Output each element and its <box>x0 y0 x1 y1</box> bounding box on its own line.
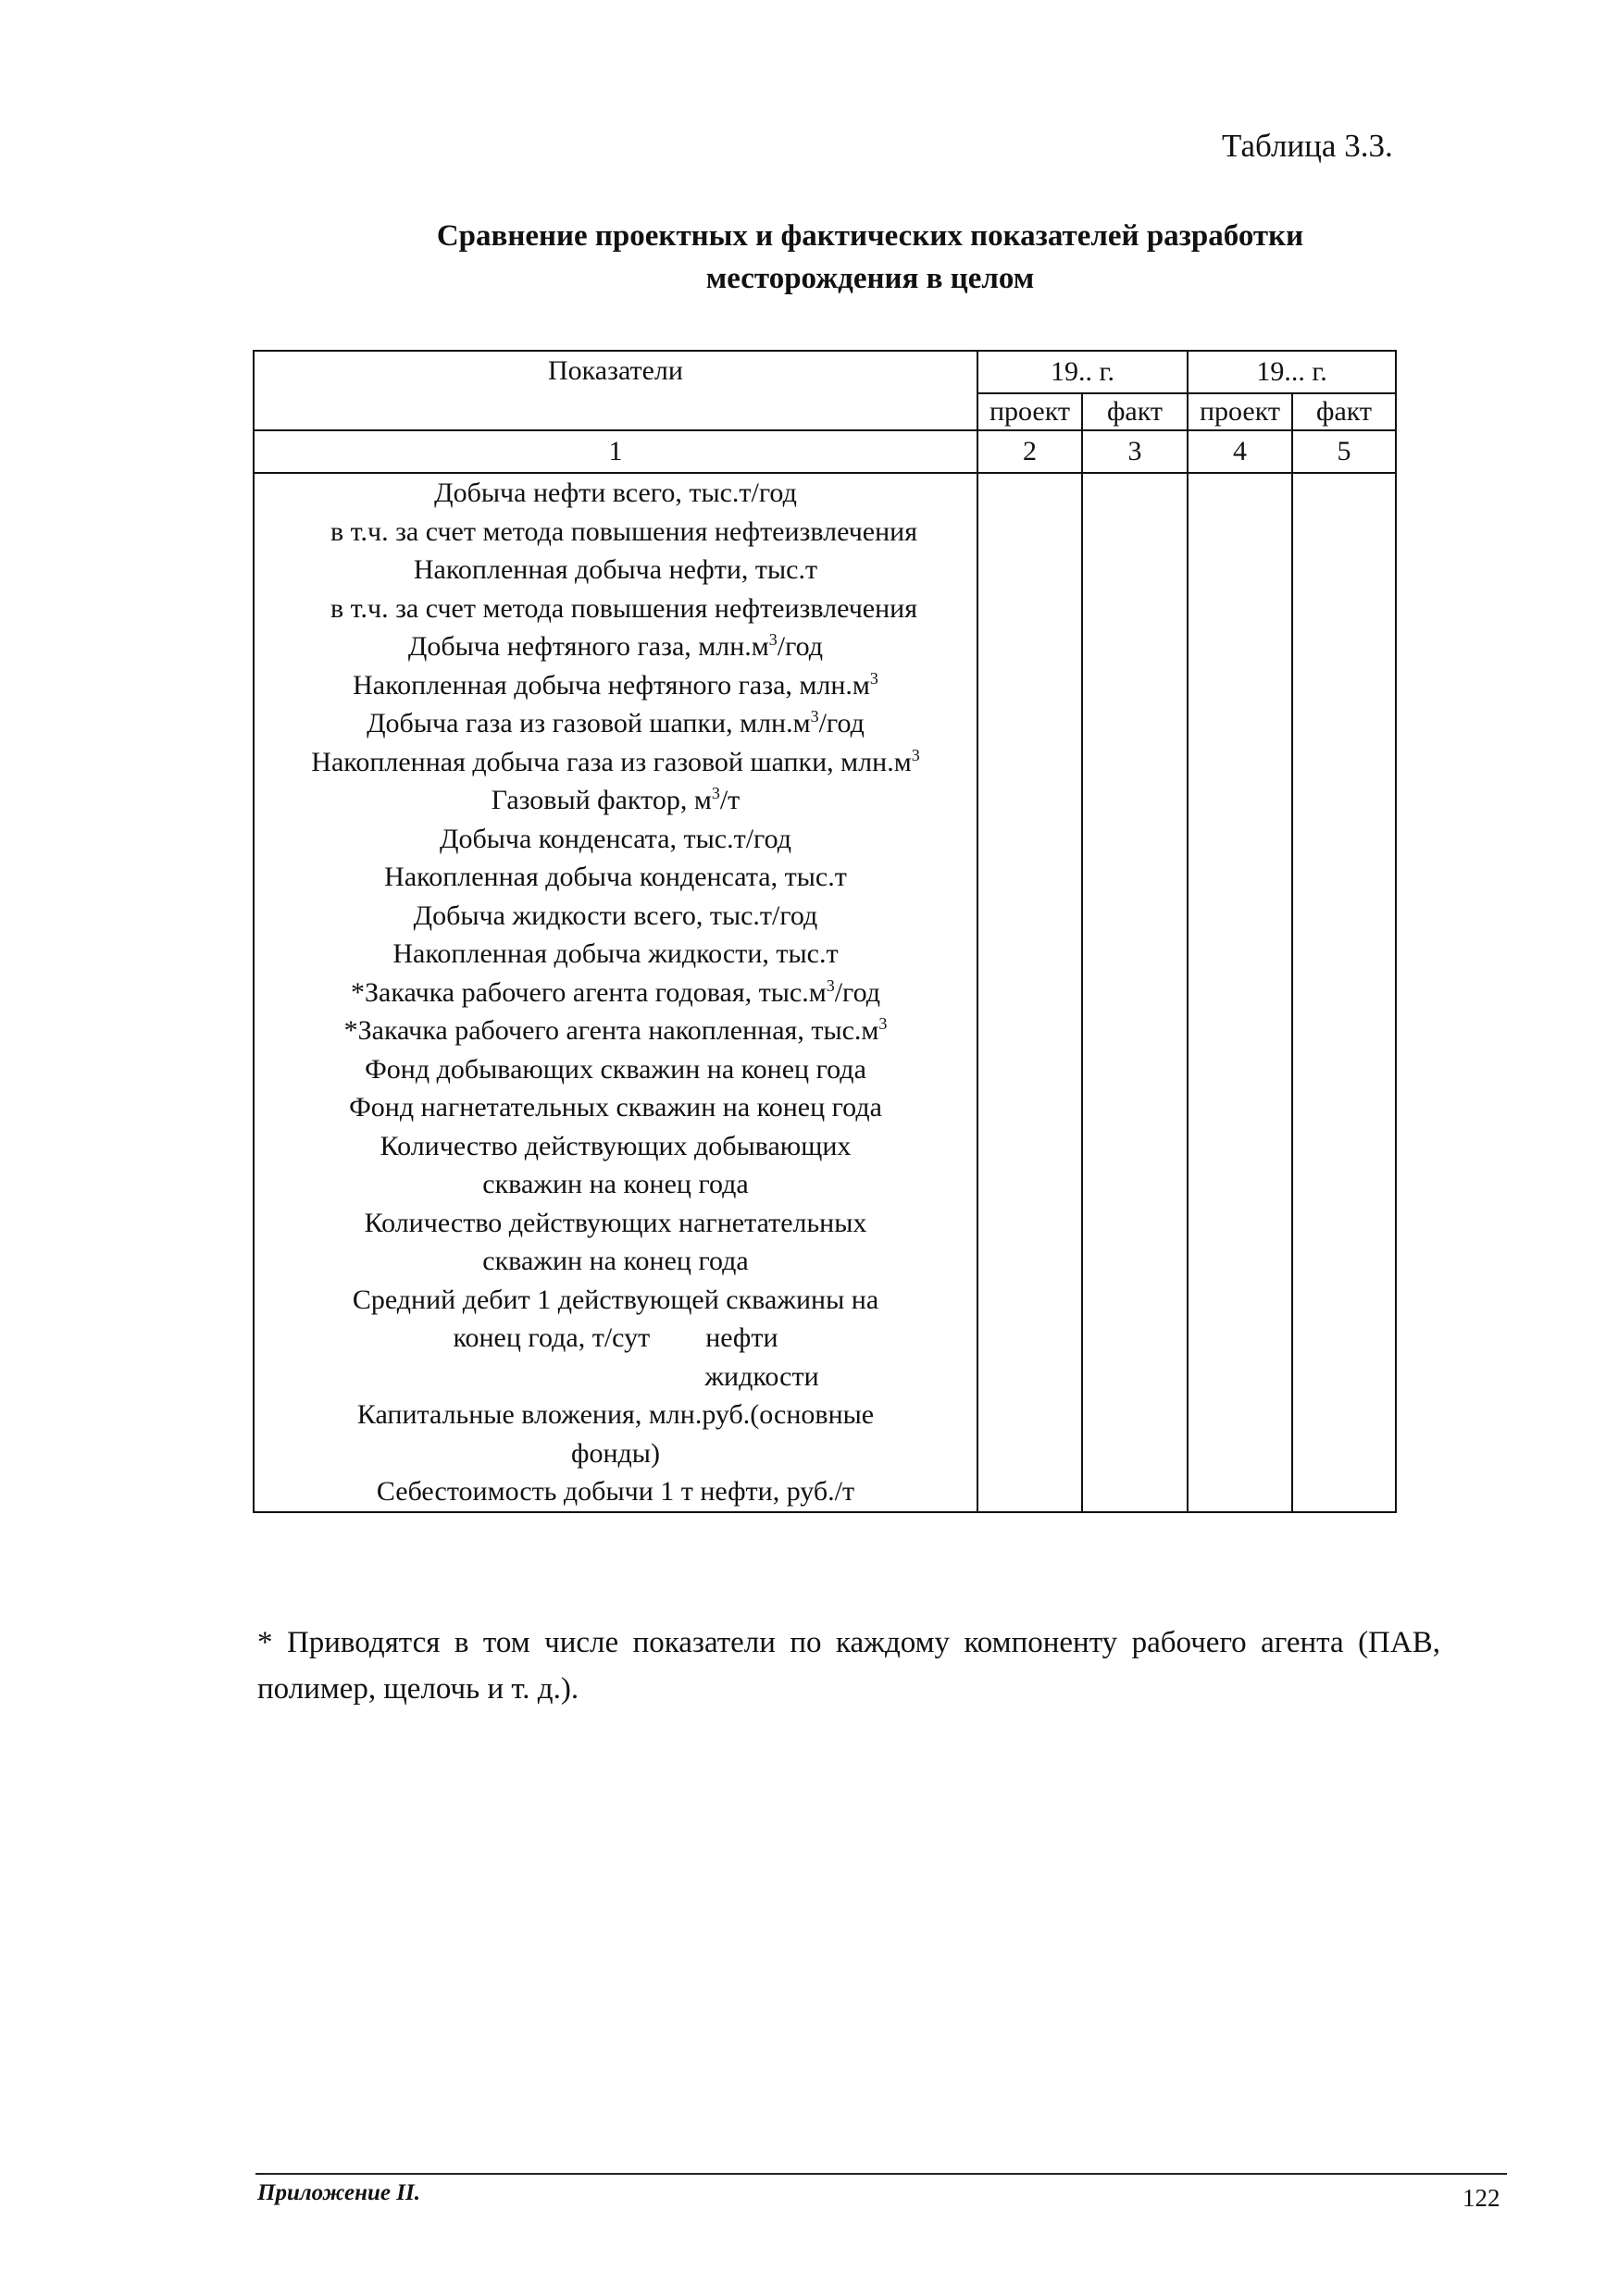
header-year-2: 19... г. <box>1188 351 1396 393</box>
indicator-subitem: нефти <box>705 1322 778 1353</box>
indicator-superscript: 3 <box>768 630 778 649</box>
indicator-text: Накопленная добыча нефти, тыс.т <box>413 554 818 585</box>
indicator-row <box>255 1127 977 1166</box>
indicator-text: Накопленная добыча жидкости, тыс.т <box>392 938 839 969</box>
indicator-text: Добыча конденсата, тыс.т/год <box>439 823 792 854</box>
indicator-superscript: 3 <box>911 745 920 764</box>
indicator-text: Добыча нефти всего, тыс.т/год <box>434 478 797 508</box>
indicator-superscript: 3 <box>878 1014 888 1033</box>
indicator-row <box>255 627 977 666</box>
indicator-text: в т.ч. за счет метода повышения нефтеизвлечения <box>330 592 918 624</box>
indicator-text: *Закачка рабочего агента годовая, тыс.м <box>351 976 827 1008</box>
fact-cell-1 <box>1082 473 1188 1512</box>
indicator-row <box>255 1050 977 1089</box>
indicator-text: Средний дебит 1 действующей скважины на <box>352 1284 879 1315</box>
indicator-row <box>255 1242 977 1281</box>
indicator-row <box>255 1011 977 1050</box>
indicators-table <box>253 350 1397 1513</box>
indicator-text: Накопленная добыча газа из газовой шапки, млн.м <box>311 746 912 777</box>
header-fact-1: факт <box>1082 393 1188 430</box>
header-row-years <box>254 351 1396 393</box>
header-fact-2: факт <box>1292 393 1396 430</box>
indicator-row <box>255 1396 977 1434</box>
indicator-superscript: 3 <box>826 975 835 995</box>
indicator-unit-suffix: /год <box>777 631 824 662</box>
indicator-row <box>255 1358 977 1396</box>
indicator-text: *Закачка рабочего агента накопленная, тыс.м <box>343 1015 879 1046</box>
indicator-row <box>255 1434 977 1473</box>
header-plan-1: проект <box>977 393 1082 430</box>
indicator-superscript: 3 <box>869 668 878 688</box>
col-number-4: 4 <box>1188 430 1292 473</box>
indicator-unit-suffix: /год <box>834 976 880 1008</box>
indicator-text: Себестоимость добычи 1 т нефти, руб./т <box>376 1476 855 1507</box>
indicator-text: Добыча нефтяного газа, млн.м <box>407 631 769 662</box>
title-line-2: месторождения в целом <box>705 262 1035 295</box>
indicator-row <box>255 590 977 628</box>
indicator-row <box>255 551 977 590</box>
indicator-row <box>255 1281 977 1320</box>
indicator-row <box>255 666 977 705</box>
indicator-text: скважин на конец года <box>482 1169 749 1199</box>
indicator-text: Количество действующих нагнетательных <box>364 1207 867 1238</box>
indicator-text: жидкости <box>704 1360 819 1392</box>
column-numbers-row <box>254 430 1396 473</box>
plan-cell-2 <box>1188 473 1292 1512</box>
indicator-list <box>254 473 977 1512</box>
indicator-row <box>255 474 977 513</box>
footer-divider <box>255 2173 1507 2175</box>
header-year-1: 19.. г. <box>977 351 1188 393</box>
indicator-text: Добыча газа из газовой шапки, млн.м <box>367 708 811 738</box>
indicator-text: скважин на конец года <box>482 1246 749 1276</box>
title-line-1: Сравнение проектных и фактических показателей разработки <box>436 219 1304 253</box>
indicator-row <box>255 1165 977 1204</box>
col-number-3: 3 <box>1082 430 1188 473</box>
indicator-text: Фонд нагнетательных скважин на конец года <box>349 1092 882 1123</box>
footer-appendix: Приложение II. <box>257 2180 420 2205</box>
indicator-row <box>255 935 977 974</box>
table-label: Таблица 3.3. <box>1222 128 1393 164</box>
indicator-text: Фонд добывающих скважин на конец года <box>365 1053 866 1085</box>
col-number-1: 1 <box>254 430 977 473</box>
col-number-5: 5 <box>1292 430 1396 473</box>
col-number-2: 2 <box>977 430 1082 473</box>
indicator-row <box>255 1472 977 1511</box>
indicator-text: Добыча жидкости всего, тыс.т/год <box>413 900 818 931</box>
indicator-text: Накопленная добыча нефтяного газа, млн.м <box>353 669 870 701</box>
indicator-unit-suffix: /год <box>818 708 865 738</box>
page-number: 122 <box>1462 2184 1500 2212</box>
indicator-row <box>255 1319 977 1358</box>
indicator-row <box>255 858 977 897</box>
indicator-text: Капитальные вложения, млн.руб.(основные <box>356 1399 875 1430</box>
footnote: * Приводятся в том числе показатели по каждому компоненту рабочего агента (ПАВ, полимер, щелочь и т. д.). <box>257 1626 1440 1706</box>
indicator-row <box>255 704 977 743</box>
indicator-row <box>255 1088 977 1127</box>
body-row <box>254 473 1396 1512</box>
indicator-unit-suffix: /т <box>719 785 741 815</box>
indicator-row <box>255 781 977 820</box>
indicator-superscript: 3 <box>810 707 819 726</box>
plan-cell-1 <box>977 473 1082 1512</box>
header-indicators: Показатели <box>254 351 977 430</box>
indicator-text: конец года, т/сут <box>453 1322 651 1353</box>
indicator-row <box>255 974 977 1012</box>
indicator-row <box>255 897 977 936</box>
indicator-text: Газовый фактор, м <box>491 785 712 815</box>
table-title <box>278 215 1462 300</box>
indicator-superscript: 3 <box>711 784 720 802</box>
fact-cell-2 <box>1292 473 1396 1512</box>
indicator-row <box>255 820 977 859</box>
indicator-text: в т.ч. за счет метода повышения нефтеизвлечения <box>330 515 918 547</box>
indicator-row <box>255 513 977 552</box>
indicator-row <box>255 1204 977 1243</box>
indicator-text: фонды) <box>571 1437 660 1469</box>
indicator-text: Накопленная добыча конденсата, тыс.т <box>384 862 847 892</box>
indicator-row <box>255 743 977 782</box>
indicator-text: Количество действующих добывающих <box>380 1130 852 1161</box>
header-plan-2: проект <box>1188 393 1292 430</box>
